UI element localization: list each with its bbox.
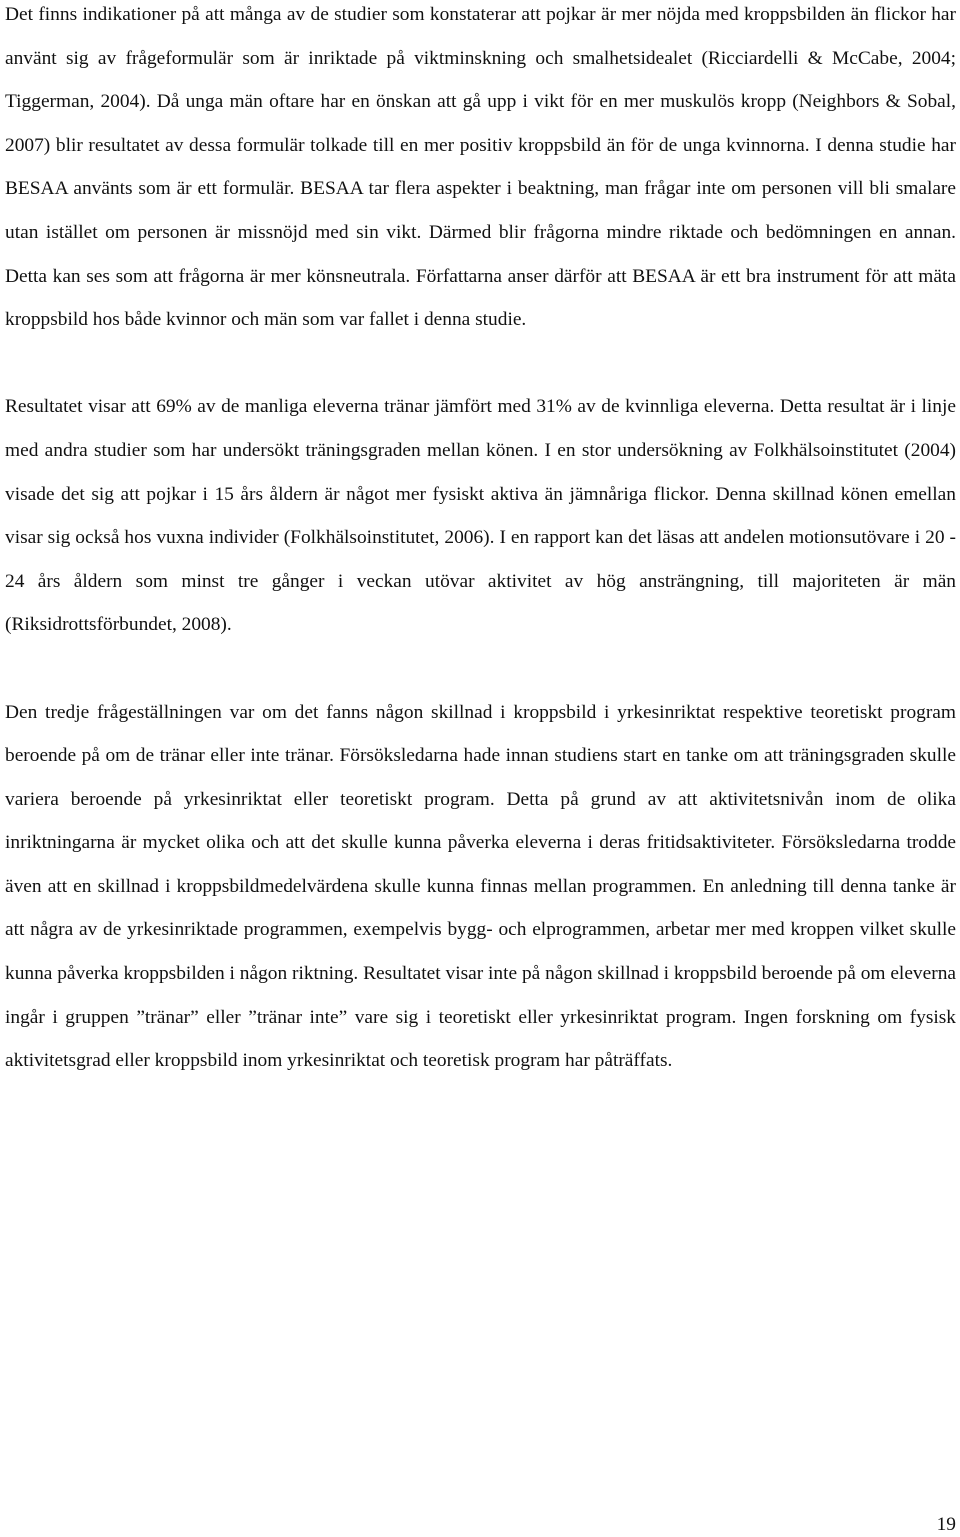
paragraph-training-results: Resultatet visar att 69% av de manliga eleverna tränar jämfört med 31% av de kvinnliga eleverna. Detta resultat är i linje med andra studier som har undersökt träningsgraden mellan könen. I en stor undersökning av Folkhälsoinstitutet (2004) visade det sig att pojkar i 15 års åldern är något mer fysiskt aktiva än jämnåriga flickor. Denna skillnad könen emellan visar sig också hos vuxna individer (Folkhälsoinstitutet, 2006). I en rapport kan det läsas att andelen motionsutövare i 20 - 24 års åldern som minst tre gånger i veckan utövar aktivitet av hög ansträngning, till majoriteten är män (Riksidrottsförbundet, 2008). xyxy=(5,396,956,636)
paragraph-body-image-questionnaires: Det finns indikationer på att många av de studier som konstaterar att pojkar är mer nöjda med kroppsbilden än flickor har använt sig av frågeformulär som är inriktade på viktminskning och smalhetsidealet (Ricciardelli & McCabe, 2004; Tiggerman, 2004). Då unga män oftare har en önskan att gå upp i vikt för en mer muskulös kropp (Neighbors & Sobal, 2007) blir resultatet av dessa formulär tolkade till en mer positiv kroppsbild än för de unga kvinnorna. I denna studie har BESAA använts som är ett formulär. BESAA tar flera aspekter i beaktning, man frågar inte om personen vill bli smalare utan istället om personen är missnöjd med sin vikt. Därmed blir frågorna mindre riktade och bedömningen en annan. Detta kan ses som att frågorna är mer könsneutrala. Författarna anser därför att BESAA är ett bra instrument för att mäta kroppsbild hos både kvinnor och män som var fallet i denna studie. xyxy=(5,4,956,331)
document-page xyxy=(5,0,956,1083)
paragraph-program-comparison: Den tredje frågeställningen var om det fanns någon skillnad i kroppsbild i yrkesinriktat respektive teoretiskt program beroende på om de tränar eller inte tränar. Försöksledarna hade innan studiens start en tanke om att träningsgraden skulle variera beroende på yrkesinriktat eller teoretiskt program. Detta på grund av att aktivitetsnivån inom de olika inriktningarna är mycket olika och att det skulle kunna påverka eleverna i deras fritidsaktiviteter. Försöksledarna trodde även att en skillnad i kroppsbildmedelvärdena skulle kunna finnas mellan programmen. En anledning till denna tanke är att några av de yrkesinriktade programmen, exempelvis bygg- och elprogrammen, arbetar mer med kroppen vilket skulle kunna påverka kroppsbilden i någon riktning. Resultatet visar inte på någon skillnad i kroppsbild beroende på om eleverna ingår i gruppen ”tränar” eller ”tränar inte” vare sig i teoretiskt eller yrkesinriktat program. Ingen forskning om fysisk aktivitetsgrad eller kroppsbild inom yrkesinriktat och teoretisk program har påträffats. xyxy=(5,701,956,1072)
page-number: 19 xyxy=(936,1514,956,1535)
